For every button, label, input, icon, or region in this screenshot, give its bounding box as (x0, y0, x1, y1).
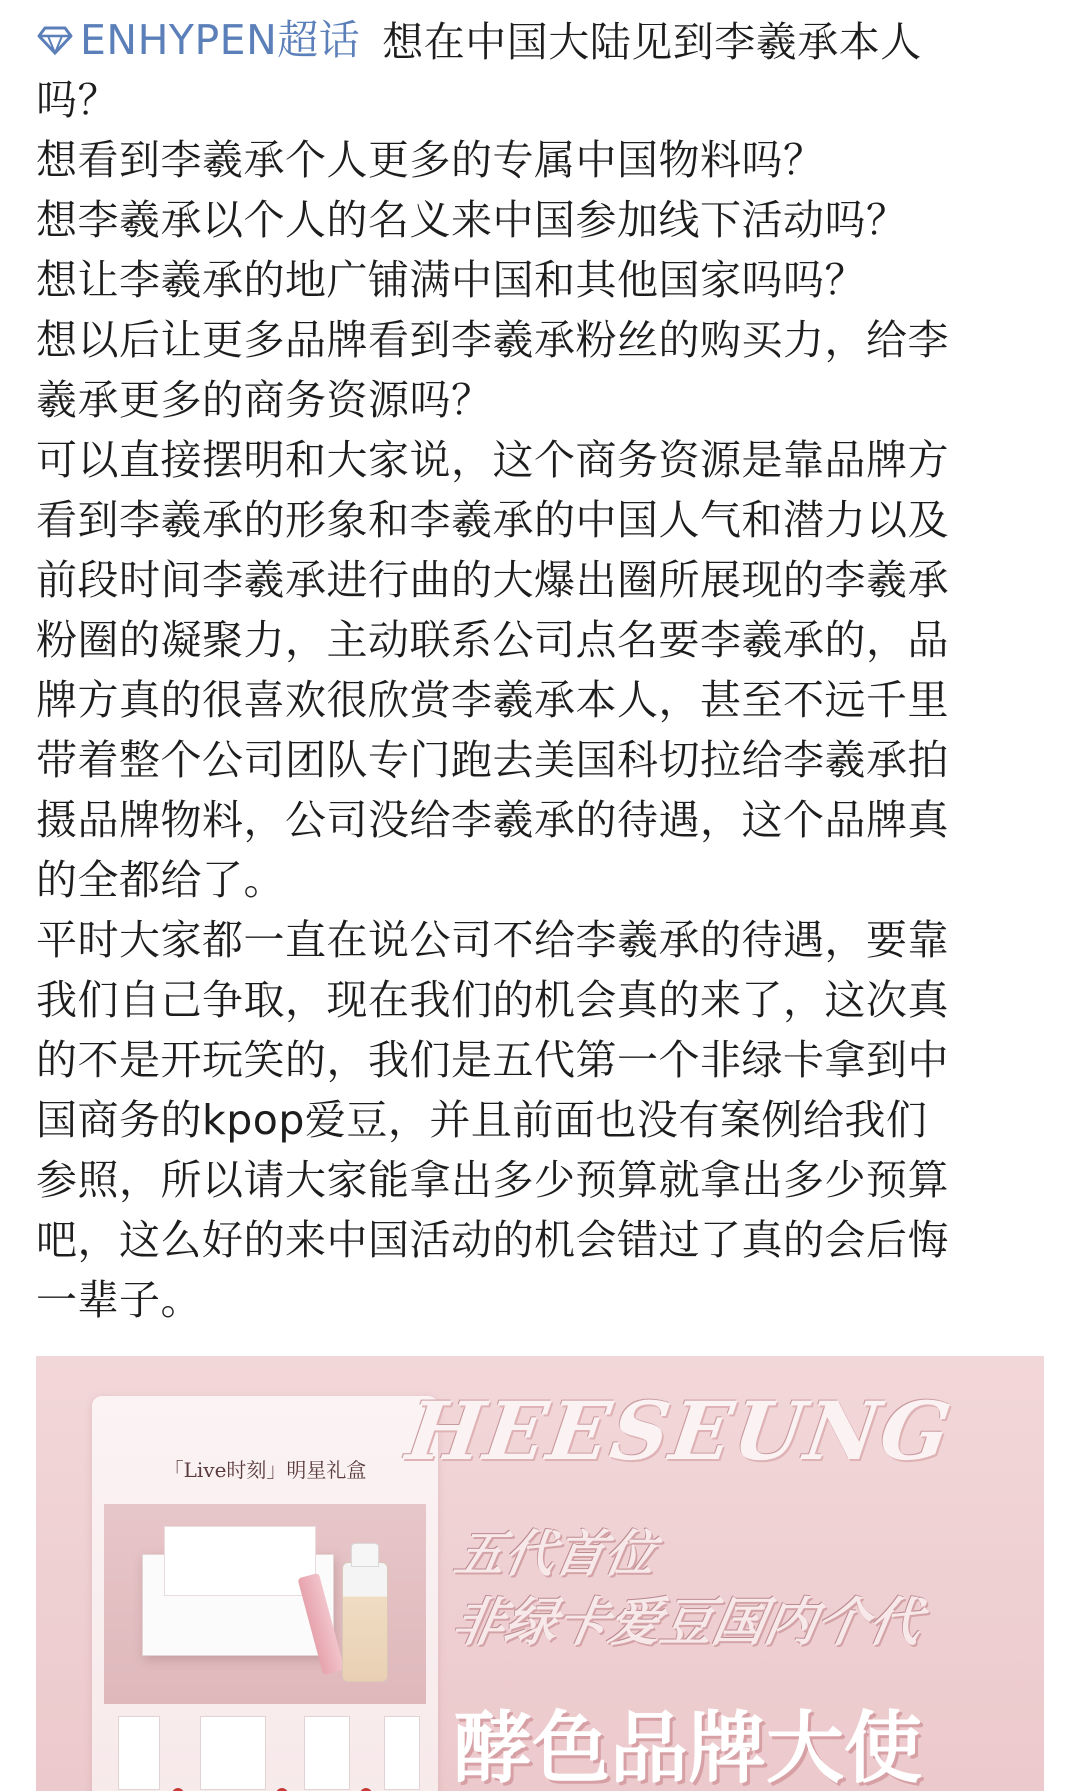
thumbnail-photo (118, 1716, 160, 1790)
post-line-18: 的不是开玩笑的，我们是五代第一个非绿卡拿到中 (36, 1036, 949, 1084)
promo-line-2: 非绿卡爱豆国内个代 (447, 1593, 927, 1653)
thumbnail-card (200, 1716, 266, 1790)
post-line-12: 牌方真的很喜欢很欣赏李羲承本人，甚至不远千里 (36, 676, 949, 724)
post-line-14: 摄品牌物料，公司没给李羲承的待遇，这个品牌真 (36, 796, 949, 844)
post-line-15: 的全都给了。 (36, 856, 285, 904)
post-line-11: 粉圈的凝聚力，主动联系公司点名要李羲承的，品 (36, 616, 949, 664)
post-line-4: 想李羲承以个人的名义来中国参加线下活动吗？ (36, 196, 908, 244)
post-line-17: 我们自己争取，现在我们的机会真的来了，这次真 (36, 976, 949, 1024)
product-title: 「Live时刻」明星礼盒 (163, 1458, 367, 1482)
diamond-icon (36, 24, 74, 56)
post-line-8: 可以直接摆明和大家说，这个商务资源是靠品牌方 (36, 436, 949, 484)
post-line-22: 一辈子。 (36, 1276, 202, 1324)
post-line-text: 想在中国大陆见到李羲承本人 (382, 18, 922, 66)
post-line-13: 带着整个公司团队专门跑去美国科切拉给李羲承拍 (36, 736, 949, 784)
promo-line-3: 酵色品牌大使 (454, 1704, 923, 1791)
post-line-10: 前段时间李羲承进行曲的大爆出圈所展现的李羲承 (36, 556, 949, 604)
post-line-7: 羲承更多的商务资源吗？ (36, 376, 493, 424)
post-line-3: 想看到李羲承个人更多的专属中国物料吗？ (36, 136, 825, 184)
gift-box-photo (104, 1504, 426, 1704)
gift-box-lid (164, 1526, 316, 1596)
post-line-1 (36, 10, 1046, 70)
post-line-20: 参照，所以请大家能拿出多少预算就拿出多少预算 (36, 1156, 949, 1204)
product-panel (92, 1396, 438, 1791)
post-line-9: 看到李羲承的形象和李羲承的中国人气和潜力以及 (36, 496, 949, 544)
post-line-16: 平时大家都一直在说公司不给李羲承的待遇，要靠 (36, 916, 949, 964)
post-line-5: 想让李羲承的地广铺满中国和其他国家吗吗？ (36, 256, 866, 304)
bottle-cap (351, 1543, 379, 1567)
thumbnail-tube (304, 1716, 350, 1790)
post-line-19: 国商务的kpop爱豆，并且前面也没有案例给我们 (36, 1096, 928, 1144)
brand-wordmark: HEESEUNG (401, 1384, 959, 1478)
thumbnail-pack (384, 1716, 420, 1790)
foundation-bottle (342, 1562, 388, 1682)
post-text (36, 10, 1046, 1330)
post-line-21: 吧，这么好的来中国活动的机会错过了真的会后悔 (36, 1216, 949, 1264)
post-image[interactable] (36, 1356, 1044, 1791)
post-line-2: 吗？ (36, 76, 119, 124)
post-line-6: 想以后让更多品牌看到李羲承粉丝的购买力，给李 (36, 316, 949, 364)
promo-line-1: 五代首位 (450, 1525, 661, 1583)
supertopic-link[interactable] (36, 10, 360, 70)
product-thumbnails (104, 1716, 426, 1791)
supertopic-label[interactable]: ENHYPEN超话 (80, 16, 361, 64)
